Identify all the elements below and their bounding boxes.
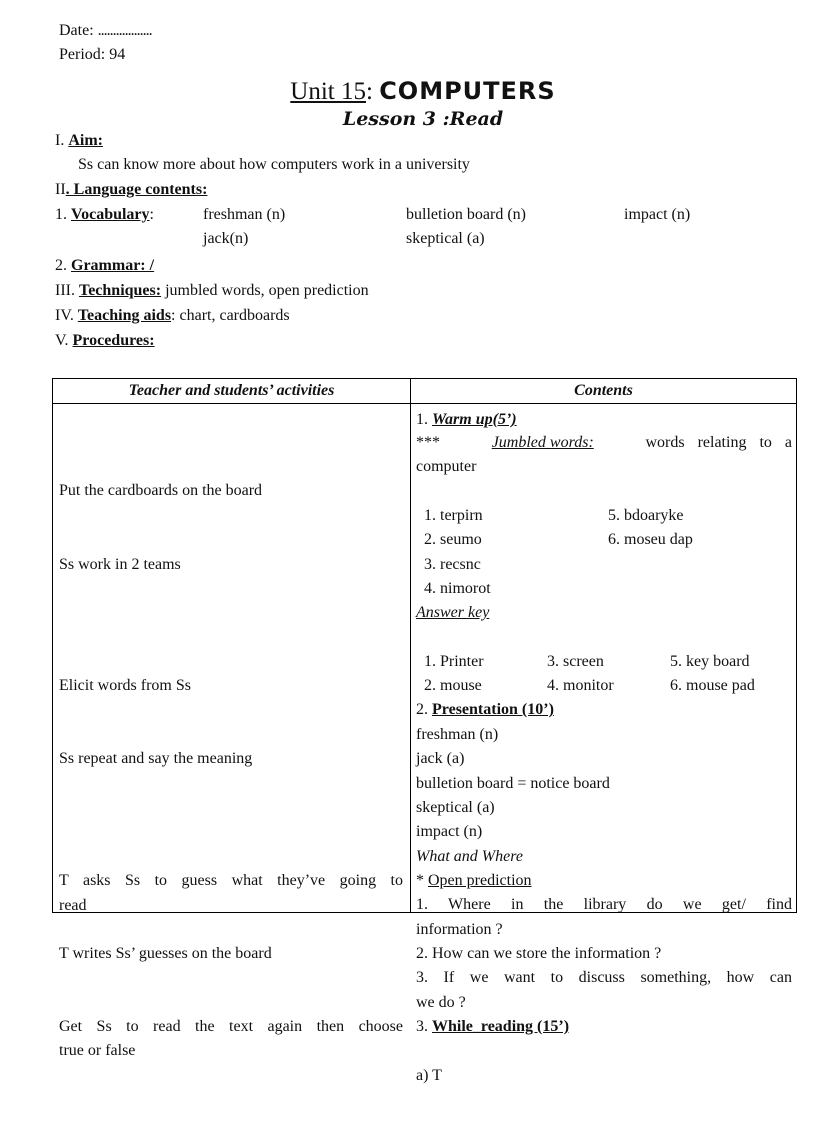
presentation-word: bulletion board = notice board (416, 775, 610, 792)
aids-num: IV. (55, 307, 78, 324)
jumbled-word: 6. moseu dap (608, 531, 693, 548)
question-line: information ? (416, 921, 503, 938)
presentation-word: impact (n) (416, 823, 483, 840)
warm-up-label: Warm up(5’) (432, 411, 517, 428)
procedure-table (52, 378, 797, 1084)
answer-word: 2. mouse (424, 677, 482, 694)
vocab-item: freshman (n) (203, 206, 286, 223)
open-label: Open prediction (428, 872, 532, 889)
date-value: .................. (97, 22, 152, 39)
while-num: 3. (416, 1018, 432, 1035)
procedures-heading (55, 332, 155, 350)
col-header-activities: Teacher and students’ activities (53, 379, 411, 404)
jumbled-word: 2. seumo (424, 531, 482, 548)
pres-num: 2. (416, 701, 432, 718)
table-header-row (53, 379, 797, 404)
aids-text: : chart, cardboards (171, 307, 290, 324)
jumbled-word: 3. recsnc (424, 556, 481, 573)
pres-label: Presentation (10’) (432, 701, 554, 718)
unit-name: COMPUTERS (379, 77, 556, 105)
proc-label: Procedures: (72, 332, 155, 349)
answer-word: 1. Printer (424, 653, 484, 670)
answer-word: 3. screen (547, 653, 604, 670)
question-line: we do ? (416, 994, 466, 1011)
vocab-item: impact (n) (624, 206, 691, 223)
language-heading (55, 181, 207, 199)
grammar-heading (55, 257, 154, 275)
question-line: 1. Where in the library do we get/ find (416, 896, 792, 913)
aim-num: I. (55, 132, 69, 149)
question-line: 3. If we want to discuss something, how can (416, 969, 792, 986)
answer-word: 5. key board (670, 653, 750, 670)
jumbled-rest: words relating to a (645, 434, 792, 451)
activity-line: Ss work in 2 teams (59, 556, 181, 573)
page-title (0, 76, 816, 107)
activity-line: Elicit words from Ss (59, 677, 191, 694)
jumbled-word: 5. bdoaryke (608, 507, 684, 524)
lang-label: . Language contents: (65, 181, 208, 198)
aim-heading (55, 132, 103, 150)
vocab-num: 1. (55, 206, 71, 223)
activity-line: Ss repeat and say the meaning (59, 750, 253, 767)
vocab-colon: : (149, 206, 154, 223)
question-line: 2. How can we store the information ? (416, 945, 662, 962)
aim-text: Ss can know more about how computers work in a university (78, 156, 470, 173)
proc-num: V. (55, 332, 73, 349)
presentation-heading (416, 700, 554, 720)
tech-num: III. (55, 282, 79, 299)
tech-label: Techniques: (78, 282, 162, 299)
presentation-word: skeptical (a) (416, 799, 495, 816)
presentation-word: jack (a) (416, 750, 465, 767)
open-star: * (416, 872, 428, 889)
while-label: While_reading (15’) (432, 1018, 570, 1035)
activity-line: Put the cardboards on the board (59, 482, 263, 499)
techniques-line (55, 282, 369, 300)
presentation-word: freshman (n) (416, 726, 499, 743)
warm-up-num: 1. (416, 411, 432, 428)
jumbled-words-line (416, 433, 792, 453)
jumbled-cont: computer (416, 458, 477, 475)
jumbled-word: 4. nimorot (424, 580, 491, 597)
vocab-item: skeptical (a) (406, 230, 485, 247)
vocab-heading (55, 206, 154, 224)
contents-cell (411, 404, 797, 1084)
lesson-subtitle: Lesson 3 :Read (342, 108, 504, 130)
answer-word: 6. mouse pad (670, 677, 755, 694)
jumbled-label: Jumbled words: (491, 434, 594, 451)
activity-line: T asks Ss to guess what they’ve going to (59, 872, 403, 889)
what-and-where: What and Where (416, 848, 523, 865)
lang-num: II (55, 181, 66, 198)
unit-number: Unit 15 (290, 78, 366, 105)
table-row (53, 404, 797, 913)
vocab-item: jack(n) (203, 230, 249, 247)
activity-line: true or false (59, 1042, 136, 1059)
period-line: Period: 94 (59, 46, 126, 63)
grammar-label: Grammar: / (71, 257, 155, 274)
activities-cell (53, 404, 411, 1059)
vocab-item: bulletion board (n) (406, 206, 526, 223)
open-prediction-heading (416, 871, 532, 891)
jumbled-stars: *** (416, 434, 440, 451)
activity-line: read (59, 897, 87, 914)
while-reading-heading (416, 1017, 569, 1037)
aids-label: Teaching aids (77, 307, 172, 324)
title-sep: : (365, 78, 380, 105)
jumbled-word: 1. terpirn (424, 507, 483, 524)
answer-key-label: Answer key (416, 604, 490, 621)
activity-line: T writes Ss’ guesses on the board (59, 945, 272, 962)
answer-a: a) T (416, 1067, 442, 1084)
grammar-num: 2. (55, 257, 71, 274)
col-header-contents: Contents (411, 379, 797, 404)
activity-line: Get Ss to read the text again then choose (59, 1018, 403, 1035)
warm-up-heading (416, 410, 517, 430)
teaching-aids-line (55, 307, 290, 325)
vocab-label: Vocabulary (71, 206, 150, 223)
tech-text: jumbled words, open prediction (161, 282, 369, 299)
aim-label: Aim: (68, 132, 103, 149)
date-line (59, 22, 152, 40)
answer-word: 4. monitor (547, 677, 614, 694)
date-label: Date: (59, 22, 98, 39)
